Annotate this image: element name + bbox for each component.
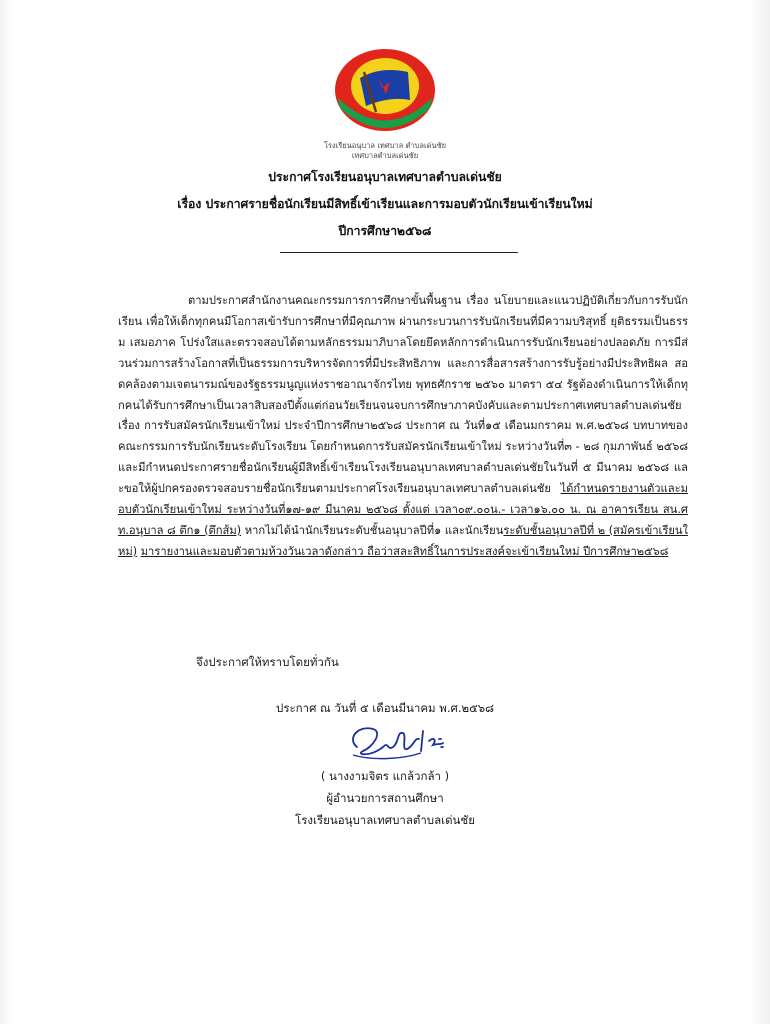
body-underlined-forfeit: มารายงานและมอบตัวตามห้วงวันเวลาดังกล่าว ถือว่าสละสิทธิ์ในการประสงค์จะเข้าเรียนใหม่ ปีการศึกษา๒๕๖๘ bbox=[140, 544, 669, 558]
announcement-body bbox=[118, 291, 688, 563]
signer-name: ( นางงามจิตร แกล้วกล้า ) bbox=[320, 769, 450, 783]
logo-caption-line2: เทศบาลตำบลเด่นชัย bbox=[351, 151, 419, 160]
announcement-subject: เรื่อง ประกาศรายชื่อนักเรียนมีสิทธิ์เข้าเรียนและการมอบตัวนักเรียนเข้าเรียนใหม่ bbox=[177, 197, 593, 211]
body-text-part1: ตามประกาศสำนักงานคณะกรรมการการศึกษาขั้นพื้นฐาน เรื่อง นโยบายและแนวปฏิบัติเกี่ยวกับการรับนักเรียน เพื่อให้เด็กทุกคนมีโอกาสเข้ารับการศึกษาที่มีคุณภาพ ผ่านกระบวนการรับนักเรียนที่มีความบริสุทธิ์ ยุติธรรมเป็นธรรม เสมอภาค โปร่งใสและตรวจสอบได้ตามหลักธรรมมาภิบาลโดยยึดหลักการดำเนินการรับนักเรียนอย่างปลอดภัย การมีส่วนร่วมการสร้างโอกาสที่เป็นธรรมการบริหารจัดการที่มีประสิทธิภาพ และการสื่อสารสร้างการรับรู้อย่างมีประสิทธิผล สอดคล้องตามเจตนารมณ์ของรัฐธรรมนูญแห่งราชอาณาจักรไทย พุทธศักราช ๒๕๖๐ มาตรา ๕๔ รัฐต้องดำเนินการให้เด็กทุกคนได้รับการศึกษาเป็นเวลาสิบสองปีตั้งแต่ก่อนวัยเรียนจนจบการศึกษาภาคบังคับและตามประกาศเทศบาลตำบลเด่นชัย เรื่อง การรับสมัครนักเรียนเข้าใหม่ ประจำปีการศึกษา๒๕๖๘ ประกาศ ณ วันที่๑๕ เดือนมกราคม พ.ศ.๒๕๖๘ บทบาทของคณะกรรมการรับนักเรียนระดับโรงเรียน โดยกำหนดการรับสมัครนักเรียนเข้าใหม่ ระหว่างวันที่๓ - ๒๘ กุมภาพันธ์ ๒๕๖๘และมีกำหนดประกาศรายชื่อนักเรียนผู้มีสิทธิ์เข้าเรียนโรงเรียนอนุบาลเทศบาลตำบลเด่นชัยในวันที่ ๕ มีนาคม ๒๕๖๘ และขอให้ผู้ปกครองตรวจสอบรายชื่อนักเรียนตามประกาศโรงเรียนอนุบาลเทศบาลตำบลเด่นชัย bbox=[118, 294, 688, 496]
closing-statement: จึงประกาศให้ทราบโดยทั่วกัน bbox=[196, 655, 339, 669]
academic-year: ปีการศึกษา๒๕๖๘ bbox=[338, 224, 432, 238]
body-text-part2: หากไม่ได้นำนักเรียนระดับชั้นอนุบาลปีที่๑ และนักเรียน bbox=[241, 523, 504, 537]
signer-organization: โรงเรียนอนุบาลเทศบาลตำบลเด่นชัย bbox=[295, 813, 475, 827]
school-logo-icon bbox=[330, 48, 440, 138]
body-underlined-level: ระดับชั้นอนุบาลปีที่ ๒ (สมัครเข้าเรียนใหม่) bbox=[118, 523, 688, 558]
signer-title: ผู้อำนวยการสถานศึกษา bbox=[326, 791, 444, 805]
announcement-title: ประกาศโรงเรียนอนุบาลเทศบาลตำบลเด่นชัย bbox=[268, 170, 502, 184]
title-divider bbox=[280, 252, 518, 253]
announcement-date: ประกาศ ณ วันที่ ๕ เดือนมีนาคม พ.ศ.๒๕๖๘ bbox=[276, 701, 494, 715]
logo-caption-line1: โรงเรียนอนุบาล เทศบาล ตำบลเด่นชัย bbox=[323, 141, 447, 150]
handwritten-signature-icon bbox=[343, 717, 453, 767]
body-underlined-deadline: ได้กำหนดรายงานตัวและมอบตัวนักเรียนเข้าใหม่ ระหว่างวันที่๑๗-๑๙ มีนาคม ๒๕๖๘ ตั้งแต่ เวลา๐๙.๐๐น.- เวลา๑๖.๐๐ น. ณ อาคารเรียน สน.ศท.อนุบาล ๘ ตึก๑ (ตึกส้ม) bbox=[118, 482, 688, 537]
